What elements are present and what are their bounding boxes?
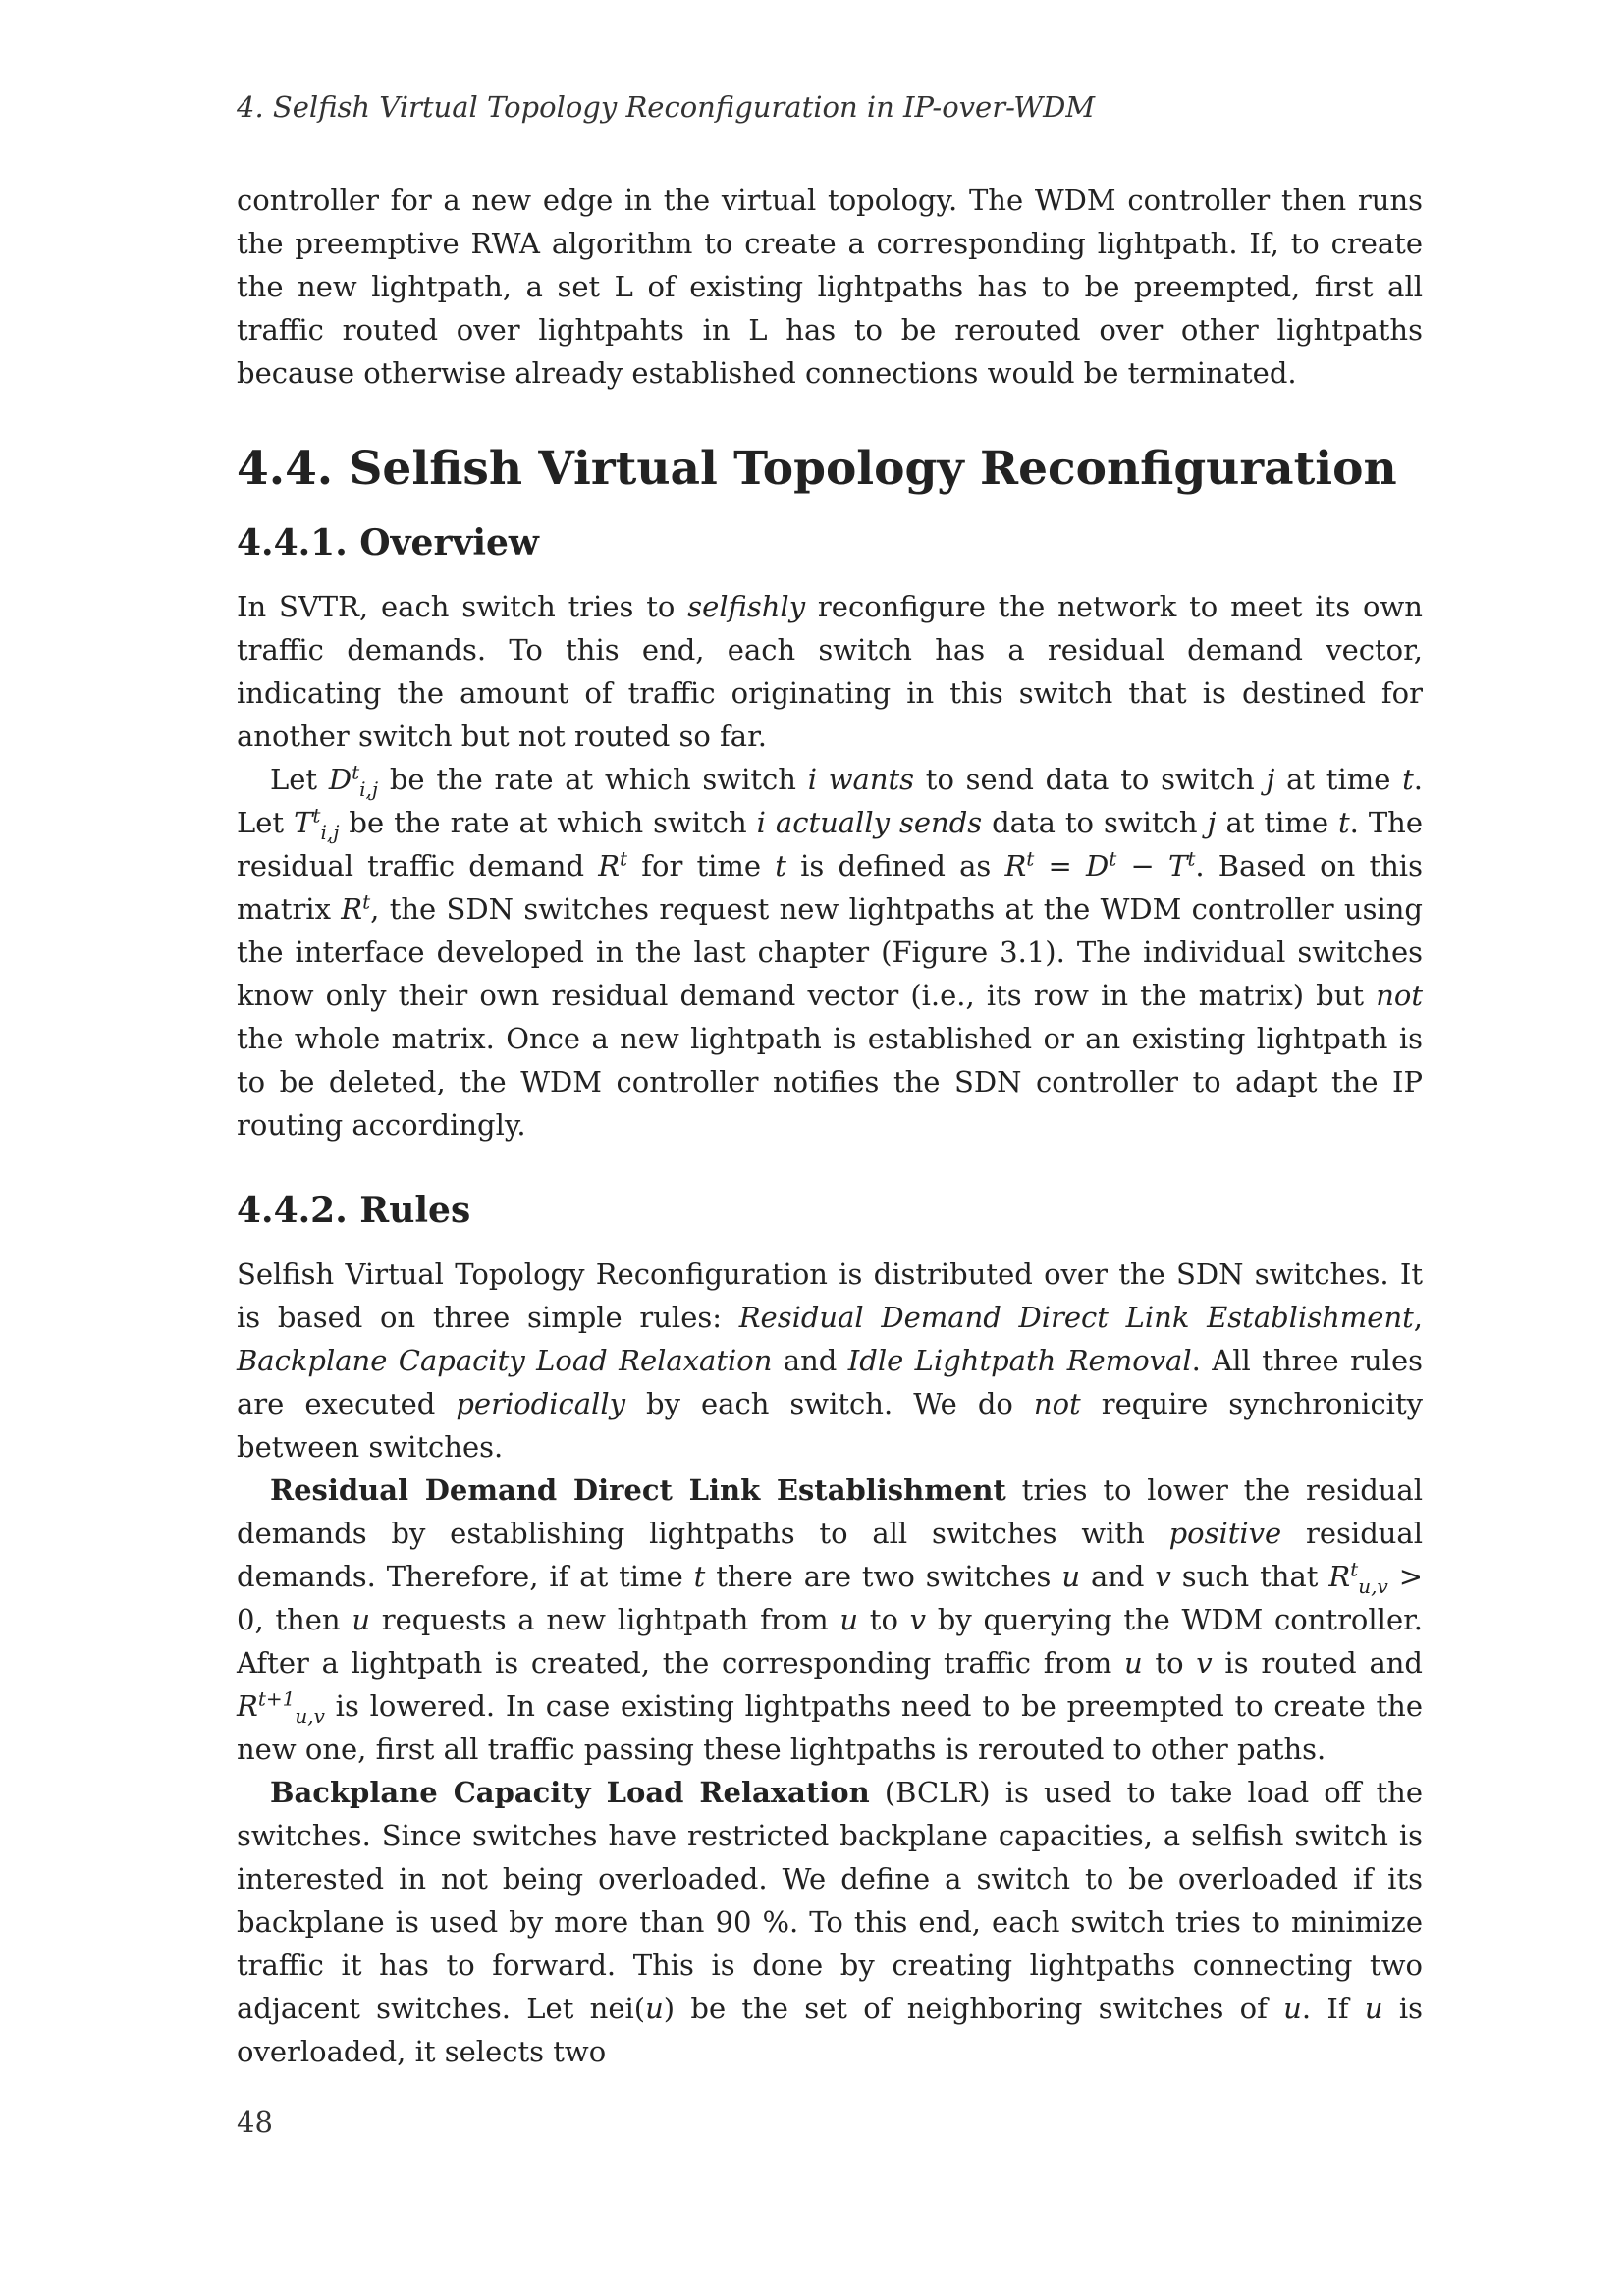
section-title: 4.4. Selfish Virtual Topology Reconfiguration [237, 442, 1397, 496]
rules-paragraph-2: Residual Demand Direct Link Establishment tries to lower the residual demands by establishing lightpaths to all switches with positive residual demands. Therefore, if at time t there are two switches u and v such that $R^t_{u,v} > 0$, then u requests a new lightpath from u to v by querying the WDM controller. After a lightpath is created, the corresponding traffic from u to v is routed and $R^{t+1}_{u,v}$ is lowered. In case existing lightpaths need to be preempted to create the new one, first all traffic passing these lightpaths is rerouted to other paths. [237, 1473, 1423, 1766]
overview-paragraph-2: Let $D^t_{i,j}$ be the rate at which switch i wants to send data to switch j at time t. Let $T^t_{i,j}$ be the rate at which switch i actually sends data to switch j at time t. The residual traffic demand $R^t$ for time t is defined as $R^t = D^t - T^t$. Based on this matrix $R^t$, the SDN switches request new lightpaths at the WDM controller using the interface developed in the last chapter (Figure 3.1). The individual switches know only their own residual demand vector (i.e., its row in the matrix) but not the whole matrix. Once a new lightpath is established or an existing lightpath is to be deleted, the WDM controller notifies the SDN controller to adapt the IP routing accordingly. [237, 760, 1424, 1142]
overview-paragraph-1: In SVTR, each switch tries to selfishly reconfigure the network to meet its own traffic demands. To this end, each switch has a residual demand vector, indicating the amount of traffic originating in this switch that is destined for another switch but not routed so far. [237, 590, 1423, 753]
rules-paragraph-1: Selfish Virtual Topology Reconfiguration is distributed over the SDN switches. It is based on three simple rules: Residual Demand Direct Link Establishment, Backplane Capacity Load Relaxation and Idle Lightpath Removal. All three rules are executed periodically by each switch. We do not require synchronicity between switches. [237, 1257, 1423, 1464]
page-number: 48 [237, 2106, 273, 2139]
subsection-title-overview: 4.4.1. Overview [237, 522, 539, 563]
running-head: 4. Selfish Virtual Topology Reconfiguration in IP-over-WDM [237, 90, 1096, 124]
page-content [237, 179, 1423, 2073]
intro-paragraph: controller for a new edge in the virtual topology. The WDM controller then runs the preemptive RWA algorithm to create a corresponding lightpath. If, to create the new lightpath, a set L of existing lightpaths has to be preempted, first all traffic routed over lightpahts in L has to be rerouted over other lightpaths because otherwise already established connections would be terminated. [237, 184, 1423, 390]
paper-page [237, 0, 1423, 2296]
subsection-title-rules: 4.4.2. Rules [237, 1190, 471, 1231]
rules-paragraph-3: Backplane Capacity Load Relaxation (BCLR) is used to take load off the switches. Since switches have restricted backplane capacities, a selfish switch is interested in not being overloaded. We define a switch to be overloaded if its backplane is used by more than 90 %. To this end, each switch tries to minimize traffic it has to forward. This is done by creating lightpaths connecting two adjacent switches. Let nei(u) be the set of neighboring switches of u. If u is overloaded, it selects two [237, 1776, 1424, 2068]
